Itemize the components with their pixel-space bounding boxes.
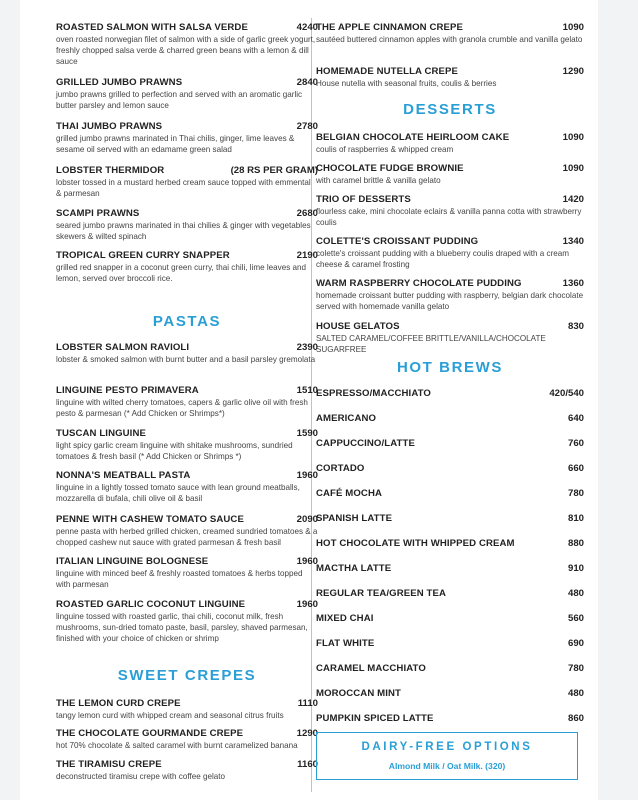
menu-item: [316, 278, 584, 312]
menu-item-description: grilled jumbo prawns marinated in Thai chilis, ginger, lime leaves & sesame oil served with an edamame green salad: [56, 134, 295, 154]
menu-item-name: TUSCAN LINGUINE: [56, 428, 146, 439]
menu-item-price: 2390: [296, 342, 318, 353]
menu-item: [316, 321, 584, 355]
menu-item-row: [56, 121, 318, 132]
menu-item-row: [316, 321, 584, 332]
menu-item-price: 1160: [297, 759, 318, 770]
dairy-free-title: DAIRY-FREE OPTIONS: [361, 741, 533, 753]
menu-item-row: [56, 728, 318, 739]
menu-item-price: 2840: [296, 77, 318, 88]
menu-item-price: 1290: [562, 66, 584, 77]
menu-item-row: [316, 388, 584, 399]
menu-item-price: 1960: [296, 470, 318, 481]
drink-item: [316, 513, 584, 524]
menu-item-price: 1090: [562, 163, 584, 174]
menu-item-description: colette's croissant pudding with a blueberry coulis draped with a cream cheese & caramel frosting: [316, 249, 570, 269]
menu-item-name: ROASTED GARLIC COCONUT LINGUINE: [56, 599, 246, 610]
pastas-section-title: PASTAS: [152, 313, 222, 330]
menu-item-name: CHOCOLATE FUDGE BROWNIE: [316, 163, 464, 174]
menu-item-row: [56, 599, 318, 610]
menu-item-row: [316, 563, 584, 574]
menu-item-price: 810: [567, 513, 584, 524]
menu-item-price: 660: [567, 463, 584, 474]
menu-item-description: linguine with wilted cherry tomatoes, capers & garlic olive oil with fresh pesto & parmesan (* Add Chicken or Shrimps*): [56, 398, 308, 418]
menu-item-description: linguine in a lightly tossed tomato sauce with lean ground meatballs, mozzarella di bufala, chili olive oil & basil: [56, 483, 300, 503]
menu-item-price: 2680: [296, 208, 318, 219]
menu-item-row: [316, 513, 584, 524]
menu-item-price: 1590: [296, 428, 318, 439]
menu-item-name: THE LEMON CURD CREPE: [56, 698, 181, 709]
menu-item-description: linguine with minced beef & freshly roasted tomatoes & herbs topped with parmesan: [56, 569, 303, 589]
menu-item: [56, 208, 318, 242]
menu-item: [316, 132, 584, 155]
menu-item-price: 1960: [296, 556, 318, 567]
menu-item: [316, 66, 584, 89]
hot-brews-section-title: HOT BREWS: [396, 359, 504, 376]
menu-item-row: [316, 663, 584, 674]
menu-item-name: LOBSTER SALMON RAVIOLI: [56, 342, 190, 353]
menu-item-description: homemade croissant butter pudding with raspberry, belgian dark chocolate served with homemade vanilla gelato: [316, 291, 584, 311]
menu-item: [56, 470, 318, 504]
menu-item-price: 780: [567, 488, 584, 499]
menu-item-description: House nutella with seasonal fruits, coulis & berries: [316, 79, 497, 88]
menu-page: [20, 0, 598, 800]
menu-item-row: [316, 236, 584, 247]
menu-item-description: deconstructed tiramisu crepe with coffee gelato: [56, 772, 226, 781]
menu-item-name: ESPRESSO/MACCHIATO: [316, 388, 431, 399]
menu-item: [56, 77, 318, 111]
menu-item-name: THE CHOCOLATE GOURMANDE CREPE: [56, 728, 244, 739]
menu-item-name: REGULAR TEA/GREEN TEA: [316, 588, 447, 599]
menu-item-row: [316, 194, 584, 205]
menu-item-row: [316, 163, 584, 174]
menu-item: [56, 250, 318, 284]
menu-item: [56, 165, 318, 199]
menu-item-price: 830: [567, 321, 584, 332]
menu-item-description: coulis of raspberries & whipped cream: [316, 145, 454, 154]
menu-item-name: MIXED CHAI: [316, 613, 374, 624]
menu-item-name: TRIO OF DESSERTS: [316, 194, 411, 205]
menu-item-description: SALTED CARAMEL/COFFEE BRITTLE/VANILLA/CHOCOLATE SUGARFREE: [316, 334, 546, 354]
menu-item: [56, 759, 318, 782]
menu-item-name: THAI JUMBO PRAWNS: [56, 121, 163, 132]
drink-item: [316, 688, 584, 699]
menu-item-row: [316, 688, 584, 699]
menu-item-price: (28 RS PER GRAM): [230, 165, 318, 176]
menu-item-description: jumbo prawns grilled to perfection and served with an aromatic garlic butter parsley and lemon sauce: [56, 90, 303, 110]
menu-item-name: FLAT WHITE: [316, 638, 375, 649]
menu-item-description: lobster & smoked salmon with burnt butter and a basil parsley gremolata: [56, 355, 316, 364]
menu-item: [56, 514, 318, 548]
drink-item: [316, 713, 584, 724]
dairy-free-subtitle: Almond Milk / Oat Milk. (320): [388, 761, 506, 771]
menu-item-row: [316, 278, 584, 289]
menu-item-name: GRILLED JUMBO PRAWNS: [56, 77, 183, 88]
menu-item: [56, 599, 318, 644]
menu-item-price: 910: [567, 563, 584, 574]
menu-item-price: 560: [567, 613, 584, 624]
menu-item-price: 2090: [296, 514, 318, 525]
menu-item-row: [56, 22, 318, 33]
menu-item-row: [56, 342, 318, 353]
menu-item-name: PENNE WITH CASHEW TOMATO SAUCE: [56, 514, 244, 525]
menu-item-price: 1090: [562, 22, 584, 33]
menu-item-price: 4240: [296, 22, 318, 33]
sweet-crepes-section-title: SWEET CREPES: [117, 667, 257, 684]
menu-item-row: [56, 698, 318, 709]
menu-item-row: [56, 250, 318, 261]
menu-item-price: 420/540: [549, 388, 584, 399]
menu-item-row: [316, 488, 584, 499]
menu-item-description: flourless cake, mini chocolate eclairs & vanilla panna cotta with strawberry coulis: [316, 207, 582, 227]
menu-item-price: 1420: [562, 194, 584, 205]
menu-item-description: sautéed buttered cinnamon apples with granola crumble and vanilla gelato: [316, 35, 583, 44]
menu-item-name: MOROCCAN MINT: [316, 688, 401, 699]
menu-item-description: penne pasta with herbed grilled chicken, creamed sundried tomatoes & a chopped cashew nut sauce with grated parmesan & fresh basil: [56, 527, 318, 547]
drink-item: [316, 488, 584, 499]
drink-item: [316, 663, 584, 674]
menu-item-name: WARM RASPBERRY CHOCOLATE PUDDING: [316, 278, 522, 289]
menu-item-price: 880: [567, 538, 584, 549]
menu-item-name: THE APPLE CINNAMON CREPE: [316, 22, 464, 33]
menu-item: [56, 385, 318, 419]
menu-item-price: 1360: [562, 278, 584, 289]
menu-item-row: [56, 428, 318, 439]
menu-item-name: ROASTED SALMON WITH SALSA VERDE: [56, 22, 248, 33]
menu-item-price: 760: [567, 438, 584, 449]
menu-item-name: SPANISH LATTE: [316, 513, 393, 524]
menu-item-name: NONNA'S MEATBALL PASTA: [56, 470, 191, 481]
menu-item-description: seared jumbo prawns marinated in thai chilies & ginger with vegetables skewers & wilted spinach: [56, 221, 311, 241]
menu-item-name: HOMEMADE NUTELLA CREPE: [316, 66, 459, 77]
menu-item: [316, 194, 584, 228]
menu-item-name: ITALIAN LINGUINE BOLOGNESE: [56, 556, 209, 567]
menu-item-name: THE TIRAMISU CREPE: [56, 759, 162, 770]
menu-item-row: [316, 638, 584, 649]
menu-item-price: 480: [567, 688, 584, 699]
menu-item-price: 1090: [562, 132, 584, 143]
menu-item-price: 1110: [297, 698, 318, 709]
menu-item-row: [56, 385, 318, 396]
drink-item: [316, 638, 584, 649]
menu-item-name: SCAMPI PRAWNS: [56, 208, 140, 219]
menu-item-row: [316, 588, 584, 599]
drink-item: [316, 613, 584, 624]
menu-item: [56, 342, 318, 365]
menu-item-row: [316, 713, 584, 724]
drink-item: [316, 413, 584, 424]
drink-item: [316, 388, 584, 399]
menu-item: [56, 22, 318, 67]
menu-item-description: with caramel brittle & vanilla gelato: [316, 176, 441, 185]
menu-item-name: PUMPKIN SPICED LATTE: [316, 713, 434, 724]
menu-item-price: 1290: [296, 728, 318, 739]
menu-item-row: [316, 132, 584, 143]
drink-item: [316, 588, 584, 599]
menu-item-name: HOUSE GELATOS: [316, 321, 400, 332]
menu-item-description: tangy lemon curd with whipped cream and seasonal citrus fruits: [56, 711, 284, 720]
menu-item: [316, 163, 584, 186]
menu-item-name: LOBSTER THERMIDOR: [56, 165, 165, 176]
drink-item: [316, 463, 584, 474]
menu-item-description: lobster tossed in a mustard herbed cream sauce topped with emmental & parmesan: [56, 178, 311, 198]
menu-item-row: [56, 77, 318, 88]
menu-item-row: [56, 759, 318, 770]
menu-item-name: CAFÉ MOCHA: [316, 488, 383, 499]
menu-item-row: [56, 208, 318, 219]
menu-item-row: [316, 413, 584, 424]
menu-item: [56, 556, 318, 590]
desserts-section-title: DESSERTS: [403, 101, 497, 118]
menu-item: [56, 698, 318, 721]
menu-item-row: [56, 514, 318, 525]
menu-item-name: CORTADO: [316, 463, 365, 474]
menu-item-name: MACTHA LATTE: [316, 563, 392, 574]
menu-item-description: grilled red snapper in a coconut green curry, thai chili, lime leaves and lemon, served over broccoli rice.: [56, 263, 306, 283]
menu-item-price: 480: [567, 588, 584, 599]
menu-item: [56, 728, 318, 751]
drink-item: [316, 538, 584, 549]
menu-item-row: [316, 613, 584, 624]
menu-item-price: 1960: [296, 599, 318, 610]
menu-item-name: LINGUINE PESTO PRIMAVERA: [56, 385, 199, 396]
menu-item: [316, 236, 584, 270]
menu-item: [56, 121, 318, 155]
menu-item-name: BELGIAN CHOCOLATE HEIRLOOM CAKE: [316, 132, 510, 143]
menu-item-row: [316, 22, 584, 33]
menu-item-name: CAPPUCCINO/LATTE: [316, 438, 415, 449]
menu-item-price: 2780: [296, 121, 318, 132]
menu-item-description: linguine tossed with roasted garlic, thai chili, coconut milk, fresh mushrooms, sun-dried tomato paste, basil, parsley, shaved parmesan, finished with your choice of chicken or shrimp: [56, 612, 308, 643]
menu-item-price: 2190: [296, 250, 318, 261]
menu-item-name: CARAMEL MACCHIATO: [316, 663, 426, 674]
menu-item-row: [316, 66, 584, 77]
menu-item: [316, 22, 584, 45]
menu-item-description: hot 70% chocolate & salted caramel with burnt caramelized banana: [56, 741, 298, 750]
menu-item-name: TROPICAL GREEN CURRY SNAPPER: [56, 250, 230, 261]
menu-item-description: light spicy garlic cream linguine with shitake mushrooms, sundried tomatoes & fresh basil (* Add Chicken or Shrimps *): [56, 441, 293, 461]
menu-item-name: COLETTE'S CROISSANT PUDDING: [316, 236, 479, 247]
menu-item-row: [56, 556, 318, 567]
menu-item-price: 860: [567, 713, 584, 724]
menu-item: [56, 428, 318, 462]
menu-item-row: [316, 538, 584, 549]
menu-item-row: [56, 165, 318, 176]
menu-item-price: 1510: [296, 385, 318, 396]
drink-item: [316, 563, 584, 574]
menu-item-row: [56, 470, 318, 481]
menu-item-name: HOT CHOCOLATE WITH WHIPPED CREAM: [316, 538, 515, 549]
menu-item-price: 640: [567, 413, 584, 424]
menu-item-price: 1340: [562, 236, 584, 247]
menu-item-row: [316, 438, 584, 449]
drink-item: [316, 438, 584, 449]
menu-item-row: [316, 463, 584, 474]
menu-item-price: 690: [567, 638, 584, 649]
menu-item-name: AMERICANO: [316, 413, 377, 424]
menu-item-price: 780: [567, 663, 584, 674]
dairy-free-options-box: [316, 732, 578, 780]
menu-item-description: oven roasted norwegian filet of salmon with a side of garlic greek yogurt, freshly chopped salsa verde & charred green beans with a lemon & dill sauce: [56, 35, 316, 66]
